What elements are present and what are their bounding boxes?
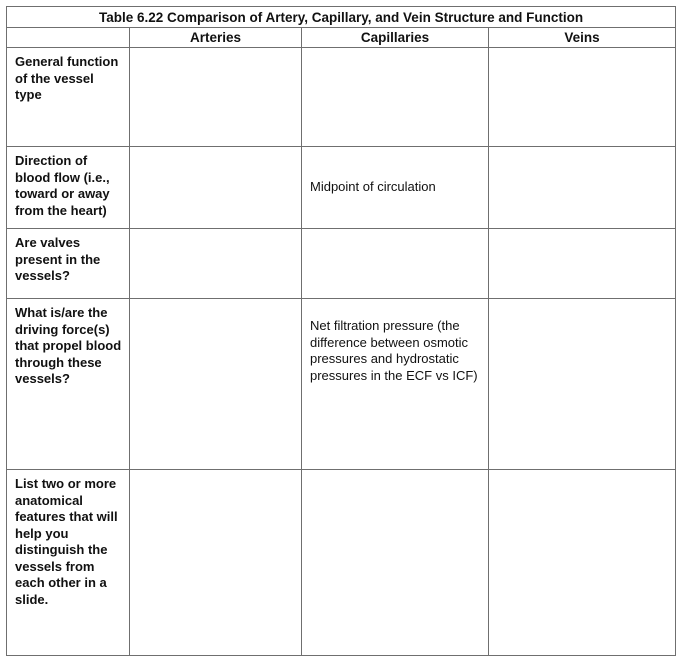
table-row-general-function — [7, 48, 676, 147]
table-caption-row — [7, 7, 676, 28]
table-title: Table 6.22 Comparison of Artery, Capillary, and Vein Structure and Function — [7, 7, 676, 28]
cell-text: Midpoint of circulation — [310, 179, 436, 194]
cell-veins-valves[interactable] — [489, 229, 676, 299]
row-label-general-function: General function of the vessel type — [7, 48, 130, 147]
cell-veins-direction-of-flow[interactable] — [489, 147, 676, 229]
comparison-table-container — [6, 6, 675, 655]
row-label-direction-of-flow: Direction of blood flow (i.e., toward or away from the heart) — [7, 147, 130, 229]
cell-arteries-general-function[interactable] — [130, 48, 302, 147]
cell-capillaries-general-function[interactable] — [302, 48, 489, 147]
table-row-driving-forces — [7, 299, 676, 470]
cell-text: Net filtration pressure (the difference between osmotic pressures and hydrostatic pressures in the ECF vs ICF) — [310, 318, 478, 383]
header-arteries: Arteries — [130, 28, 302, 48]
table-row-valves — [7, 229, 676, 299]
cell-capillaries-direction-of-flow[interactable] — [302, 147, 489, 229]
header-corner-cell — [7, 28, 130, 48]
cell-arteries-valves[interactable] — [130, 229, 302, 299]
row-label-valves: Are valves present in the vessels? — [7, 229, 130, 299]
cell-capillaries-valves[interactable] — [302, 229, 489, 299]
comparison-table — [6, 6, 676, 656]
row-label-driving-forces: What is/are the driving force(s) that propel blood through these vessels? — [7, 299, 130, 470]
row-label-anatomical-features: List two or more anatomical features that will help you distinguish the vessels from each other in a slide. — [7, 470, 130, 656]
cell-capillaries-anatomical-features[interactable] — [302, 470, 489, 656]
cell-veins-driving-forces[interactable] — [489, 299, 676, 470]
cell-veins-anatomical-features[interactable] — [489, 470, 676, 656]
header-capillaries: Capillaries — [302, 28, 489, 48]
cell-arteries-driving-forces[interactable] — [130, 299, 302, 470]
cell-veins-general-function[interactable] — [489, 48, 676, 147]
table-row-direction-of-flow — [7, 147, 676, 229]
cell-arteries-direction-of-flow[interactable] — [130, 147, 302, 229]
cell-arteries-anatomical-features[interactable] — [130, 470, 302, 656]
header-veins: Veins — [489, 28, 676, 48]
table-header-row — [7, 28, 676, 48]
table-row-anatomical-features — [7, 470, 676, 656]
cell-capillaries-driving-forces[interactable] — [302, 299, 489, 470]
